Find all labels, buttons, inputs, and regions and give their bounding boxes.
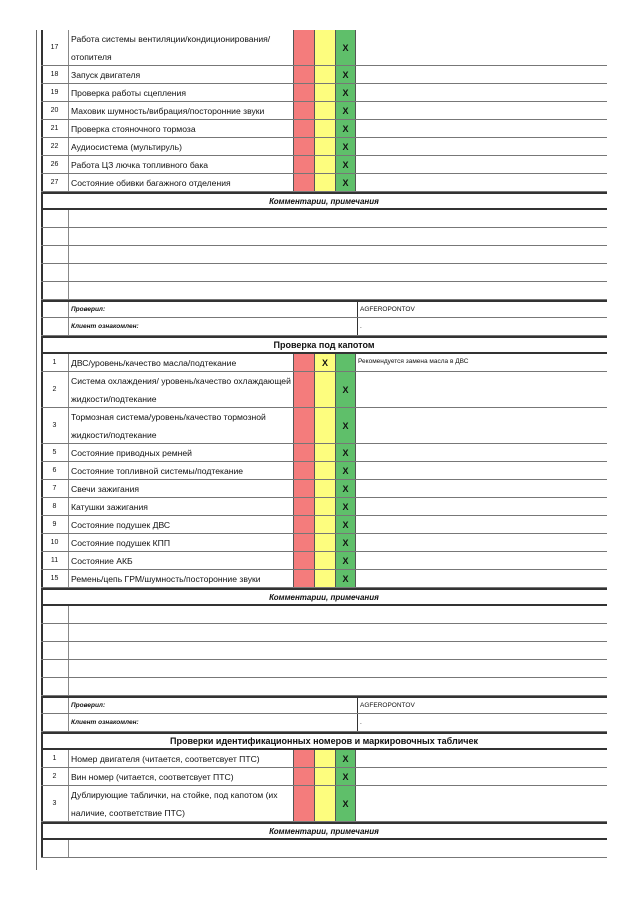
row-note[interactable] bbox=[356, 30, 607, 65]
status-yellow-cell[interactable] bbox=[314, 516, 335, 533]
comment-line-number bbox=[41, 282, 69, 299]
row-note[interactable] bbox=[356, 516, 607, 533]
row-description: Проверка работы сцепления bbox=[71, 87, 186, 98]
status-red-cell[interactable] bbox=[293, 372, 314, 407]
row-note[interactable] bbox=[356, 84, 607, 101]
row-number: 19 bbox=[41, 84, 69, 101]
status-red-cell[interactable] bbox=[293, 444, 314, 461]
row-number: 20 bbox=[41, 102, 69, 119]
checklist-row bbox=[41, 174, 607, 192]
status-green-cell[interactable]: X bbox=[335, 750, 356, 767]
status-green-cell[interactable]: X bbox=[335, 66, 356, 83]
row-description: Состояние топливной системы/подтекание bbox=[71, 465, 244, 476]
row-number: 6 bbox=[41, 462, 69, 479]
status-green-cell[interactable]: X bbox=[335, 372, 356, 407]
status-red-cell[interactable] bbox=[293, 66, 314, 83]
row-note[interactable] bbox=[356, 66, 607, 83]
row-note[interactable] bbox=[356, 174, 607, 191]
comment-line[interactable] bbox=[41, 228, 607, 246]
comment-line[interactable] bbox=[41, 678, 607, 696]
page-margin-line bbox=[36, 30, 37, 870]
row-description: Состояние АКБ bbox=[71, 555, 133, 566]
checked-by-row bbox=[41, 696, 607, 714]
status-yellow-cell[interactable] bbox=[314, 174, 335, 191]
status-red-cell[interactable] bbox=[293, 768, 314, 785]
row-number: 7 bbox=[41, 480, 69, 497]
checklist-row bbox=[41, 408, 607, 444]
row-number: 26 bbox=[41, 156, 69, 173]
status-yellow-cell[interactable] bbox=[314, 444, 335, 461]
status-yellow-cell[interactable] bbox=[314, 408, 335, 443]
comments-header: Комментарии, примечания bbox=[41, 192, 607, 210]
row-note[interactable] bbox=[356, 444, 607, 461]
status-yellow-cell[interactable] bbox=[314, 480, 335, 497]
status-red-cell[interactable] bbox=[293, 174, 314, 191]
row-number: 3 bbox=[41, 786, 69, 821]
checklist-row bbox=[41, 570, 607, 588]
comment-line[interactable] bbox=[41, 624, 607, 642]
row-number: 18 bbox=[41, 66, 69, 83]
status-green-cell[interactable]: X bbox=[335, 30, 356, 65]
comment-line-number bbox=[41, 264, 69, 281]
comment-line[interactable] bbox=[41, 606, 607, 624]
row-description: Ремень/цепь ГРМ/шумность/посторонние звуки bbox=[71, 573, 261, 584]
row-note[interactable] bbox=[356, 552, 607, 569]
checklist-row bbox=[41, 750, 607, 768]
row-description: Аудиосистема (мультируль) bbox=[71, 141, 183, 152]
status-green-cell[interactable]: X bbox=[335, 570, 356, 587]
row-note[interactable] bbox=[356, 498, 607, 515]
row-number: 5 bbox=[41, 444, 69, 461]
sign-spacer bbox=[41, 302, 69, 317]
comment-line-number bbox=[41, 678, 69, 695]
status-red-cell[interactable] bbox=[293, 516, 314, 533]
row-number: 15 bbox=[41, 570, 69, 587]
checked-by-value[interactable]: AGFEROPONTOV bbox=[360, 306, 415, 313]
status-red-cell[interactable] bbox=[293, 156, 314, 173]
status-green-cell[interactable]: X bbox=[335, 498, 356, 515]
row-note[interactable] bbox=[356, 768, 607, 785]
checklist-row bbox=[41, 768, 607, 786]
client-acknowledged-value[interactable]: . bbox=[360, 719, 362, 726]
row-description: Работа системы вентиляции/кондиционирования/ отопителя bbox=[71, 34, 271, 62]
comments-header: Комментарии, примечания bbox=[41, 822, 607, 840]
row-description: Дублирующие таблички, на стойке, под капотом (их наличие, соответствие ПТС) bbox=[71, 790, 278, 818]
comment-line-number bbox=[41, 624, 69, 641]
sign-spacer bbox=[41, 698, 69, 713]
row-note[interactable] bbox=[356, 750, 607, 767]
row-description: ДВС/уровень/качество масла/подтекание bbox=[71, 357, 237, 368]
checklist-row bbox=[41, 786, 607, 822]
row-number: 10 bbox=[41, 534, 69, 551]
row-number: 2 bbox=[41, 372, 69, 407]
checklist-row bbox=[41, 444, 607, 462]
status-red-cell[interactable] bbox=[293, 138, 314, 155]
row-description: Катушки зажигания bbox=[71, 501, 148, 512]
row-number: 8 bbox=[41, 498, 69, 515]
client-acknowledged-row bbox=[41, 318, 607, 336]
row-description: Тормозная система/уровень/качество тормозной жидкости/подтекание bbox=[71, 412, 266, 440]
status-red-cell[interactable] bbox=[293, 30, 314, 65]
comments-header: Комментарии, примечания bbox=[41, 588, 607, 606]
status-green-cell[interactable]: X bbox=[335, 444, 356, 461]
status-red-cell[interactable] bbox=[293, 498, 314, 515]
sign-spacer bbox=[41, 318, 69, 335]
status-red-cell[interactable] bbox=[293, 84, 314, 101]
comment-line-number bbox=[41, 660, 69, 677]
row-number: 17 bbox=[41, 30, 69, 65]
checklist-row bbox=[41, 30, 607, 66]
checklist-row bbox=[41, 120, 607, 138]
status-red-cell[interactable] bbox=[293, 480, 314, 497]
checklist-row bbox=[41, 552, 607, 570]
checklist-row bbox=[41, 516, 607, 534]
sign-spacer bbox=[41, 714, 69, 731]
checklist-row bbox=[41, 156, 607, 174]
status-yellow-cell[interactable] bbox=[314, 498, 335, 515]
status-yellow-cell[interactable] bbox=[314, 750, 335, 767]
status-yellow-cell[interactable] bbox=[314, 462, 335, 479]
section-title: Проверки идентификационных номеров и маркировочных табличек bbox=[41, 732, 607, 750]
checklist-row bbox=[41, 498, 607, 516]
status-green-cell[interactable]: X bbox=[335, 768, 356, 785]
status-green-cell[interactable]: X bbox=[335, 408, 356, 443]
row-note[interactable] bbox=[356, 534, 607, 551]
row-note[interactable] bbox=[356, 408, 607, 443]
status-yellow-cell[interactable] bbox=[314, 120, 335, 137]
checklist-row bbox=[41, 138, 607, 156]
row-number: 9 bbox=[41, 516, 69, 533]
row-description: Запуск двигателя bbox=[71, 69, 141, 80]
status-yellow-cell[interactable] bbox=[314, 138, 335, 155]
checklist-row bbox=[41, 84, 607, 102]
status-red-cell[interactable] bbox=[293, 534, 314, 551]
checked-by-label: Проверил: bbox=[69, 302, 358, 317]
comment-line[interactable] bbox=[41, 282, 607, 300]
checklist-row bbox=[41, 102, 607, 120]
row-number: 11 bbox=[41, 552, 69, 569]
row-note[interactable] bbox=[356, 480, 607, 497]
comment-line[interactable] bbox=[41, 264, 607, 282]
row-description: Маховик шумность/вибрация/посторонние звуки bbox=[71, 105, 265, 116]
status-yellow-cell[interactable] bbox=[314, 570, 335, 587]
comment-line[interactable] bbox=[41, 210, 607, 228]
status-green-cell[interactable]: X bbox=[335, 516, 356, 533]
status-yellow-cell[interactable] bbox=[314, 102, 335, 119]
status-yellow-cell[interactable] bbox=[314, 552, 335, 569]
row-number: 21 bbox=[41, 120, 69, 137]
status-red-cell[interactable] bbox=[293, 408, 314, 443]
comment-line-number bbox=[41, 246, 69, 263]
status-green-cell[interactable]: X bbox=[335, 786, 356, 821]
row-note[interactable] bbox=[356, 138, 607, 155]
row-note[interactable]: Рекомендуется замена масла в ДВС bbox=[358, 358, 469, 365]
row-description: Состояние обивки багажного отделения bbox=[71, 177, 231, 188]
status-red-cell[interactable] bbox=[293, 354, 314, 371]
row-note[interactable] bbox=[356, 120, 607, 137]
row-note[interactable] bbox=[356, 156, 607, 173]
row-note[interactable] bbox=[356, 372, 607, 407]
row-number: 3 bbox=[41, 408, 69, 443]
client-acknowledged-row bbox=[41, 714, 607, 732]
row-description: Система охлаждения/ уровень/качество охлаждающей жидкости/подтекание bbox=[71, 376, 291, 404]
row-description: Работа ЦЗ лючка топливного бака bbox=[71, 159, 209, 170]
comment-line-number bbox=[41, 642, 69, 659]
comment-line-number bbox=[41, 606, 69, 623]
status-green-cell[interactable]: X bbox=[335, 156, 356, 173]
status-green-cell[interactable]: X bbox=[335, 462, 356, 479]
status-green-cell[interactable]: X bbox=[335, 138, 356, 155]
row-description: Номер двигателя (читается, соответсвует ПТС) bbox=[71, 753, 260, 764]
row-description: Состояние подушек КПП bbox=[71, 537, 171, 548]
status-yellow-cell[interactable] bbox=[314, 66, 335, 83]
row-number: 22 bbox=[41, 138, 69, 155]
comment-line[interactable] bbox=[41, 642, 607, 660]
status-green-cell[interactable]: X bbox=[335, 552, 356, 569]
checked-by-row bbox=[41, 300, 607, 318]
status-yellow-cell[interactable] bbox=[314, 768, 335, 785]
row-description: Свечи зажигания bbox=[71, 483, 140, 494]
comment-line-number bbox=[41, 840, 69, 857]
checklist-row bbox=[41, 462, 607, 480]
status-yellow-cell[interactable] bbox=[314, 30, 335, 65]
status-green-cell[interactable]: X bbox=[335, 174, 356, 191]
client-acknowledged-label: Клиент ознакомлен: bbox=[69, 318, 358, 335]
comment-line[interactable] bbox=[41, 660, 607, 678]
checklist-row bbox=[41, 354, 607, 372]
status-red-cell[interactable] bbox=[293, 552, 314, 569]
row-description: Вин номер (читается, соответсвует ПТС) bbox=[71, 771, 234, 782]
status-yellow-cell[interactable] bbox=[314, 372, 335, 407]
row-description: Состояние подушек ДВС bbox=[71, 519, 171, 530]
status-yellow-cell[interactable] bbox=[314, 84, 335, 101]
row-description: Проверка стояночного тормоза bbox=[71, 123, 196, 134]
status-red-cell[interactable] bbox=[293, 750, 314, 767]
client-acknowledged-label: Клиент ознакомлен: bbox=[69, 714, 358, 731]
row-note[interactable] bbox=[356, 462, 607, 479]
row-description: Состояние приводных ремней bbox=[71, 447, 192, 458]
status-yellow-cell[interactable] bbox=[314, 534, 335, 551]
status-green-cell[interactable]: X bbox=[335, 120, 356, 137]
inspection-sheet bbox=[41, 30, 607, 858]
status-red-cell[interactable] bbox=[293, 102, 314, 119]
row-note[interactable] bbox=[356, 786, 607, 821]
comment-line[interactable] bbox=[41, 246, 607, 264]
checked-by-label: Проверил: bbox=[69, 698, 358, 713]
client-acknowledged-value[interactable]: . bbox=[360, 323, 362, 330]
comment-line[interactable] bbox=[41, 840, 607, 858]
comment-line-number bbox=[41, 210, 69, 227]
checklist-row bbox=[41, 372, 607, 408]
status-yellow-cell[interactable] bbox=[314, 156, 335, 173]
status-red-cell[interactable] bbox=[293, 570, 314, 587]
status-green-cell[interactable]: X bbox=[335, 534, 356, 551]
status-red-cell[interactable] bbox=[293, 462, 314, 479]
status-green-cell[interactable]: X bbox=[335, 102, 356, 119]
status-green-cell[interactable]: X bbox=[335, 480, 356, 497]
row-number: 1 bbox=[41, 750, 69, 767]
checklist-row bbox=[41, 480, 607, 498]
status-yellow-cell[interactable]: X bbox=[314, 354, 335, 371]
status-green-cell[interactable] bbox=[335, 354, 356, 371]
status-green-cell[interactable]: X bbox=[335, 84, 356, 101]
comment-line-number bbox=[41, 228, 69, 245]
row-note[interactable] bbox=[356, 570, 607, 587]
status-red-cell[interactable] bbox=[293, 120, 314, 137]
checklist-row bbox=[41, 66, 607, 84]
status-yellow-cell[interactable] bbox=[314, 786, 335, 821]
row-number: 2 bbox=[41, 768, 69, 785]
row-number: 27 bbox=[41, 174, 69, 191]
checked-by-value[interactable]: AGFEROPONTOV bbox=[360, 702, 415, 709]
row-note[interactable] bbox=[356, 102, 607, 119]
section-title: Проверка под капотом bbox=[41, 336, 607, 354]
row-number: 1 bbox=[41, 354, 69, 371]
checklist-row bbox=[41, 534, 607, 552]
status-red-cell[interactable] bbox=[293, 786, 314, 821]
